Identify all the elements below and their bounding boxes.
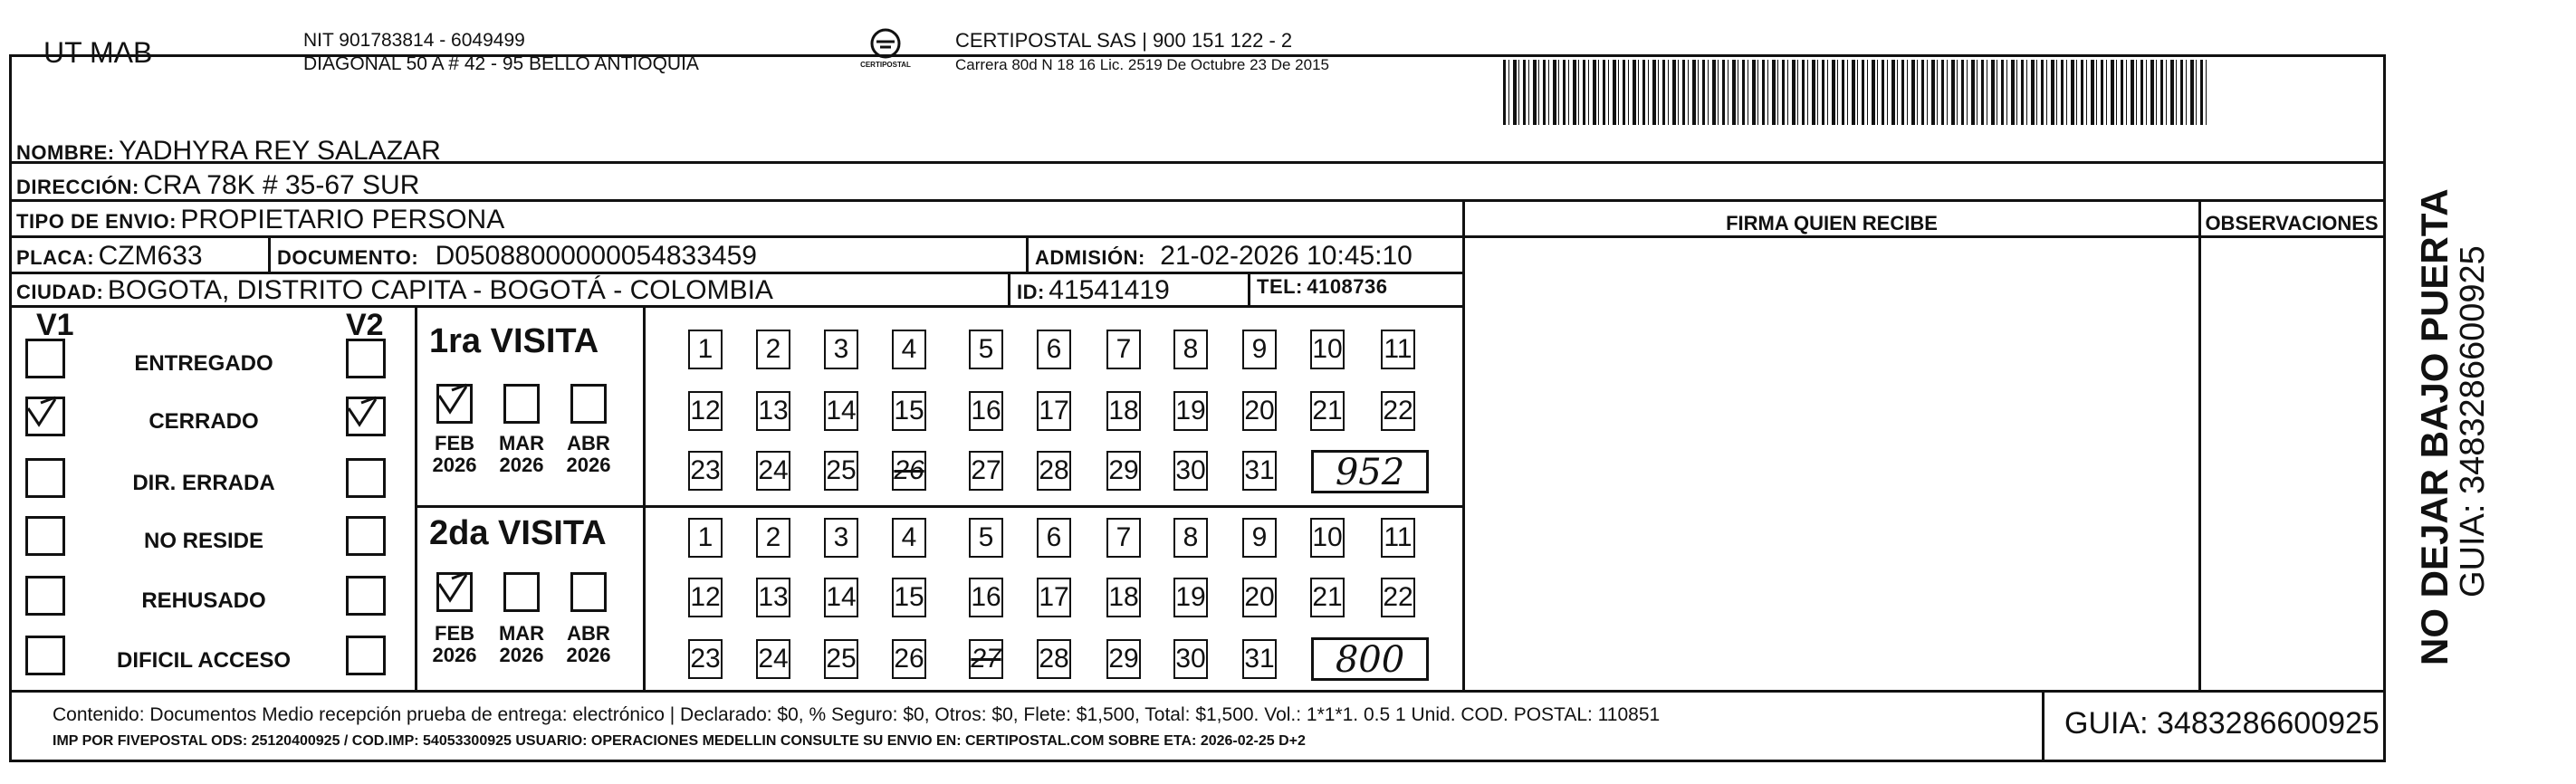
tel-label: TEL: — [1257, 275, 1303, 298]
day-cell-2[interactable]: 18 — [1106, 578, 1141, 617]
day-cell-1[interactable]: 28 — [1037, 451, 1071, 491]
footer-imp: IMP POR FIVEPOSTAL ODS: 25120400925 / COD.IMP: 54053300925 USUARIO: OPERACIONES MEDELLIN CONSULTE SU ENVIO EN: CERTIPOSTAL.COM SOBRE ETA: 2026-02-25 D+2 — [53, 733, 1306, 749]
day-cell-1[interactable]: 11 — [1381, 330, 1415, 369]
tipo-label: TIPO DE ENVIO: — [16, 210, 177, 233]
address-line: DIAGONAL 50 A # 42 - 95 BELLO ANTIOQUIA — [303, 53, 699, 74]
month-checkbox-2-2[interactable] — [570, 572, 607, 612]
row-divider — [9, 235, 2386, 238]
ciudad-cell — [16, 275, 773, 306]
col-divider — [2383, 161, 2386, 199]
v2-checkbox-5[interactable] — [346, 636, 386, 675]
month-label — [496, 433, 547, 476]
v2-checkbox-4[interactable] — [346, 576, 386, 616]
col-divider — [415, 305, 417, 690]
month-checkbox-2-1[interactable] — [503, 572, 540, 612]
day-cell-2[interactable]: 1 — [688, 518, 723, 558]
placa-label: PLACA: — [16, 246, 95, 269]
day-cell-1[interactable]: 26 — [892, 451, 926, 491]
v1-checkbox-0[interactable] — [25, 339, 65, 378]
second-visit-time: 800 — [1335, 639, 1405, 681]
day-cell-2[interactable]: 25 — [824, 639, 858, 679]
license-line: Carrera 80d N 18 16 Lic. 2519 De Octubre 23 De 2015 — [955, 56, 1329, 73]
v1-checkbox-3[interactable] — [25, 516, 65, 556]
v2-checkbox-3[interactable] — [346, 516, 386, 556]
day-cell-2[interactable]: 20 — [1242, 578, 1277, 617]
col-divider — [643, 305, 646, 690]
day-cell-2[interactable]: 22 — [1381, 578, 1415, 617]
day-cell-1[interactable]: 14 — [824, 391, 858, 431]
day-cell-1[interactable]: 8 — [1173, 330, 1208, 369]
month-name: ABR — [567, 432, 610, 454]
month-year: 2026 — [432, 454, 477, 476]
day-cell-2[interactable]: 21 — [1310, 578, 1345, 617]
v2-checkbox-2[interactable] — [346, 458, 386, 498]
tel-value: 4108736 — [1307, 275, 1388, 298]
month-label — [563, 623, 614, 666]
day-cell-1[interactable]: 23 — [688, 451, 723, 491]
documento-label: DOCUMENTO: — [277, 246, 419, 269]
side-guia: GUIA: 3483286600925 — [2454, 245, 2492, 598]
day-cell-1[interactable]: 24 — [756, 451, 790, 491]
month-label — [429, 433, 480, 476]
day-cell-1[interactable]: 25 — [824, 451, 858, 491]
day-cell-1[interactable]: 7 — [1106, 330, 1141, 369]
day-cell-2[interactable]: 5 — [969, 518, 1003, 558]
month-label — [429, 623, 480, 666]
day-cell-2[interactable]: 10 — [1310, 518, 1345, 558]
col-divider — [1008, 272, 1010, 305]
tipo-value: PROPIETARIO PERSONA — [180, 205, 505, 234]
nit-line: NIT 901783814 - 6049499 — [303, 30, 525, 51]
day-cell-1[interactable]: 16 — [969, 391, 1003, 431]
admision-cell — [1035, 241, 1412, 272]
status-label: REHUSADO — [141, 588, 266, 613]
v1-header: V1 — [36, 308, 74, 342]
day-cell-2[interactable]: 29 — [1106, 639, 1141, 679]
day-cell-2[interactable]: 28 — [1037, 639, 1071, 679]
month-checkbox-1-2[interactable] — [570, 384, 607, 424]
placa-value: CZM633 — [98, 241, 203, 271]
row-divider — [415, 505, 1465, 508]
row-divider — [9, 690, 2386, 693]
status-label: ENTREGADO — [134, 351, 273, 376]
day-cell-1[interactable]: 20 — [1242, 391, 1277, 431]
documento-value: D05088000000054833459 — [435, 241, 757, 271]
day-cell-2[interactable]: 15 — [892, 578, 926, 617]
day-cell-1[interactable]: 27 — [969, 451, 1003, 491]
v1-checkbox-4[interactable] — [25, 576, 65, 616]
day-cell-1[interactable]: 4 — [892, 330, 926, 369]
day-cell-2[interactable]: 26 — [892, 639, 926, 679]
month-name: ABR — [567, 622, 610, 645]
second-visit-title: 2da VISITA — [429, 514, 607, 552]
month-year: 2026 — [566, 644, 611, 666]
day-cell-2[interactable]: 3 — [824, 518, 858, 558]
sender-company: UT MAB — [43, 36, 153, 69]
day-cell-2[interactable]: 2 — [756, 518, 790, 558]
day-cell-1[interactable]: 1 — [688, 330, 723, 369]
day-cell-2[interactable]: 8 — [1173, 518, 1208, 558]
day-cell-1[interactable]: 5 — [969, 330, 1003, 369]
row-divider — [9, 272, 1465, 274]
day-cell-2[interactable]: 31 — [1242, 639, 1277, 679]
day-cell-2[interactable]: 30 — [1173, 639, 1208, 679]
day-cell-1[interactable]: 2 — [756, 330, 790, 369]
first-visit-title: 1ra VISITA — [429, 322, 599, 360]
day-cell-2[interactable]: 7 — [1106, 518, 1141, 558]
day-cell-2[interactable]: 13 — [756, 578, 790, 617]
col-divider — [268, 235, 271, 272]
day-cell-1[interactable]: 29 — [1106, 451, 1141, 491]
month-name: MAR — [498, 622, 545, 645]
month-name: FEB — [435, 432, 474, 454]
month-year: 2026 — [566, 454, 611, 476]
v1-checkbox-1[interactable] — [25, 397, 65, 436]
day-cell-1[interactable]: 19 — [1173, 391, 1208, 431]
first-visit-time-box — [1311, 450, 1429, 493]
col-divider — [2042, 690, 2045, 762]
direccion-value: CRA 78K # 35-67 SUR — [143, 170, 420, 200]
certipostal-line: CERTIPOSTAL SAS | 900 151 122 - 2 — [955, 29, 1293, 52]
month-year: 2026 — [499, 644, 544, 666]
v2-checkbox-1[interactable] — [346, 397, 386, 436]
day-cell-1[interactable]: 18 — [1106, 391, 1141, 431]
v2-checkbox-0[interactable] — [346, 339, 386, 378]
day-cell-2[interactable]: 9 — [1242, 518, 1277, 558]
day-cell-2[interactable]: 27 — [969, 639, 1003, 679]
status-label: CERRADO — [148, 409, 259, 434]
day-cell-1[interactable]: 10 — [1310, 330, 1345, 369]
month-checkbox-2-0[interactable] — [436, 572, 473, 612]
day-cell-1[interactable]: 31 — [1242, 451, 1277, 491]
day-cell-2[interactable]: 16 — [969, 578, 1003, 617]
admision-label: ADMISIÓN: — [1035, 246, 1145, 269]
v2-header: V2 — [346, 308, 384, 342]
month-name: FEB — [435, 622, 474, 645]
id-cell — [1017, 275, 1170, 306]
day-cell-1[interactable]: 17 — [1037, 391, 1071, 431]
nombre-label: NOMBRE: — [16, 141, 115, 164]
day-cell-1[interactable]: 30 — [1173, 451, 1208, 491]
ciudad-value: BOGOTA, DISTRITO CAPITA - BOGOTÁ - COLOMBIA — [107, 275, 773, 305]
month-checkbox-1-0[interactable] — [436, 384, 473, 424]
observaciones-header: OBSERVACIONES — [2205, 212, 2379, 234]
day-cell-2[interactable]: 23 — [688, 639, 723, 679]
footer-guia: GUIA: 3483286600925 — [2064, 706, 2380, 741]
ciudad-label: CIUDAD: — [16, 281, 104, 303]
month-label — [563, 433, 614, 476]
month-year: 2026 — [499, 454, 544, 476]
tipo-row — [16, 205, 504, 235]
col-divider — [1026, 235, 1029, 272]
day-cell-1[interactable]: 13 — [756, 391, 790, 431]
documento-cell — [277, 241, 757, 272]
direccion-label: DIRECCIÓN: — [16, 176, 139, 198]
month-year: 2026 — [432, 644, 477, 666]
day-cell-1[interactable]: 15 — [892, 391, 926, 431]
status-label: NO RESIDE — [143, 529, 264, 553]
v1-checkbox-5[interactable] — [25, 636, 65, 675]
day-cell-1[interactable]: 3 — [824, 330, 858, 369]
logo-text: CERTIPOSTAL — [860, 61, 911, 69]
direccion-row — [16, 170, 419, 201]
second-visit-time-box — [1311, 637, 1429, 681]
status-label: DIFICIL ACCESO — [116, 648, 291, 673]
placa-cell — [16, 241, 203, 272]
side-warning: NO DEJAR BAJO PUERTA — [2413, 188, 2456, 665]
day-cell-2[interactable]: 24 — [756, 639, 790, 679]
col-divider — [2198, 199, 2201, 690]
nombre-row — [16, 136, 441, 167]
day-cell-1[interactable]: 9 — [1242, 330, 1277, 369]
admision-value: 21-02-2026 10:45:10 — [1160, 241, 1412, 271]
day-cell-1[interactable]: 21 — [1310, 391, 1345, 431]
v1-checkbox-2[interactable] — [25, 458, 65, 498]
tel-cell — [1257, 275, 1388, 299]
day-cell-2[interactable]: 19 — [1173, 578, 1208, 617]
first-visit-time: 952 — [1335, 452, 1405, 493]
month-name: MAR — [498, 432, 545, 454]
day-cell-2[interactable]: 11 — [1381, 518, 1415, 558]
month-label — [496, 623, 547, 666]
col-divider — [1462, 199, 1465, 690]
id-label: ID: — [1017, 281, 1045, 303]
day-cell-2[interactable]: 12 — [688, 578, 723, 617]
status-label: DIR. ERRADA — [132, 471, 275, 495]
footer-contenido: Contenido: Documentos Medio recepción prueba de entrega: electrónico | Declarado: $0, % Seguro: $0, Otros: $0, Flete: $1,500, Total: $1,500. Vol.: 1*1*1. 0.5 1 Unid. COD. POSTAL: 110851 — [53, 704, 1661, 725]
firma-header: FIRMA QUIEN RECIBE — [1726, 212, 1938, 234]
day-cell-2[interactable]: 4 — [892, 518, 926, 558]
id-value: 41541419 — [1049, 275, 1170, 305]
day-cell-1[interactable]: 22 — [1381, 391, 1415, 431]
day-cell-1[interactable]: 12 — [688, 391, 723, 431]
day-cell-2[interactable]: 14 — [824, 578, 858, 617]
day-cell-1[interactable]: 6 — [1037, 330, 1071, 369]
day-cell-2[interactable]: 6 — [1037, 518, 1071, 558]
nombre-value: YADHYRA REY SALAZAR — [119, 136, 441, 166]
month-checkbox-1-1[interactable] — [503, 384, 540, 424]
col-divider — [1248, 272, 1250, 305]
day-cell-2[interactable]: 17 — [1037, 578, 1071, 617]
